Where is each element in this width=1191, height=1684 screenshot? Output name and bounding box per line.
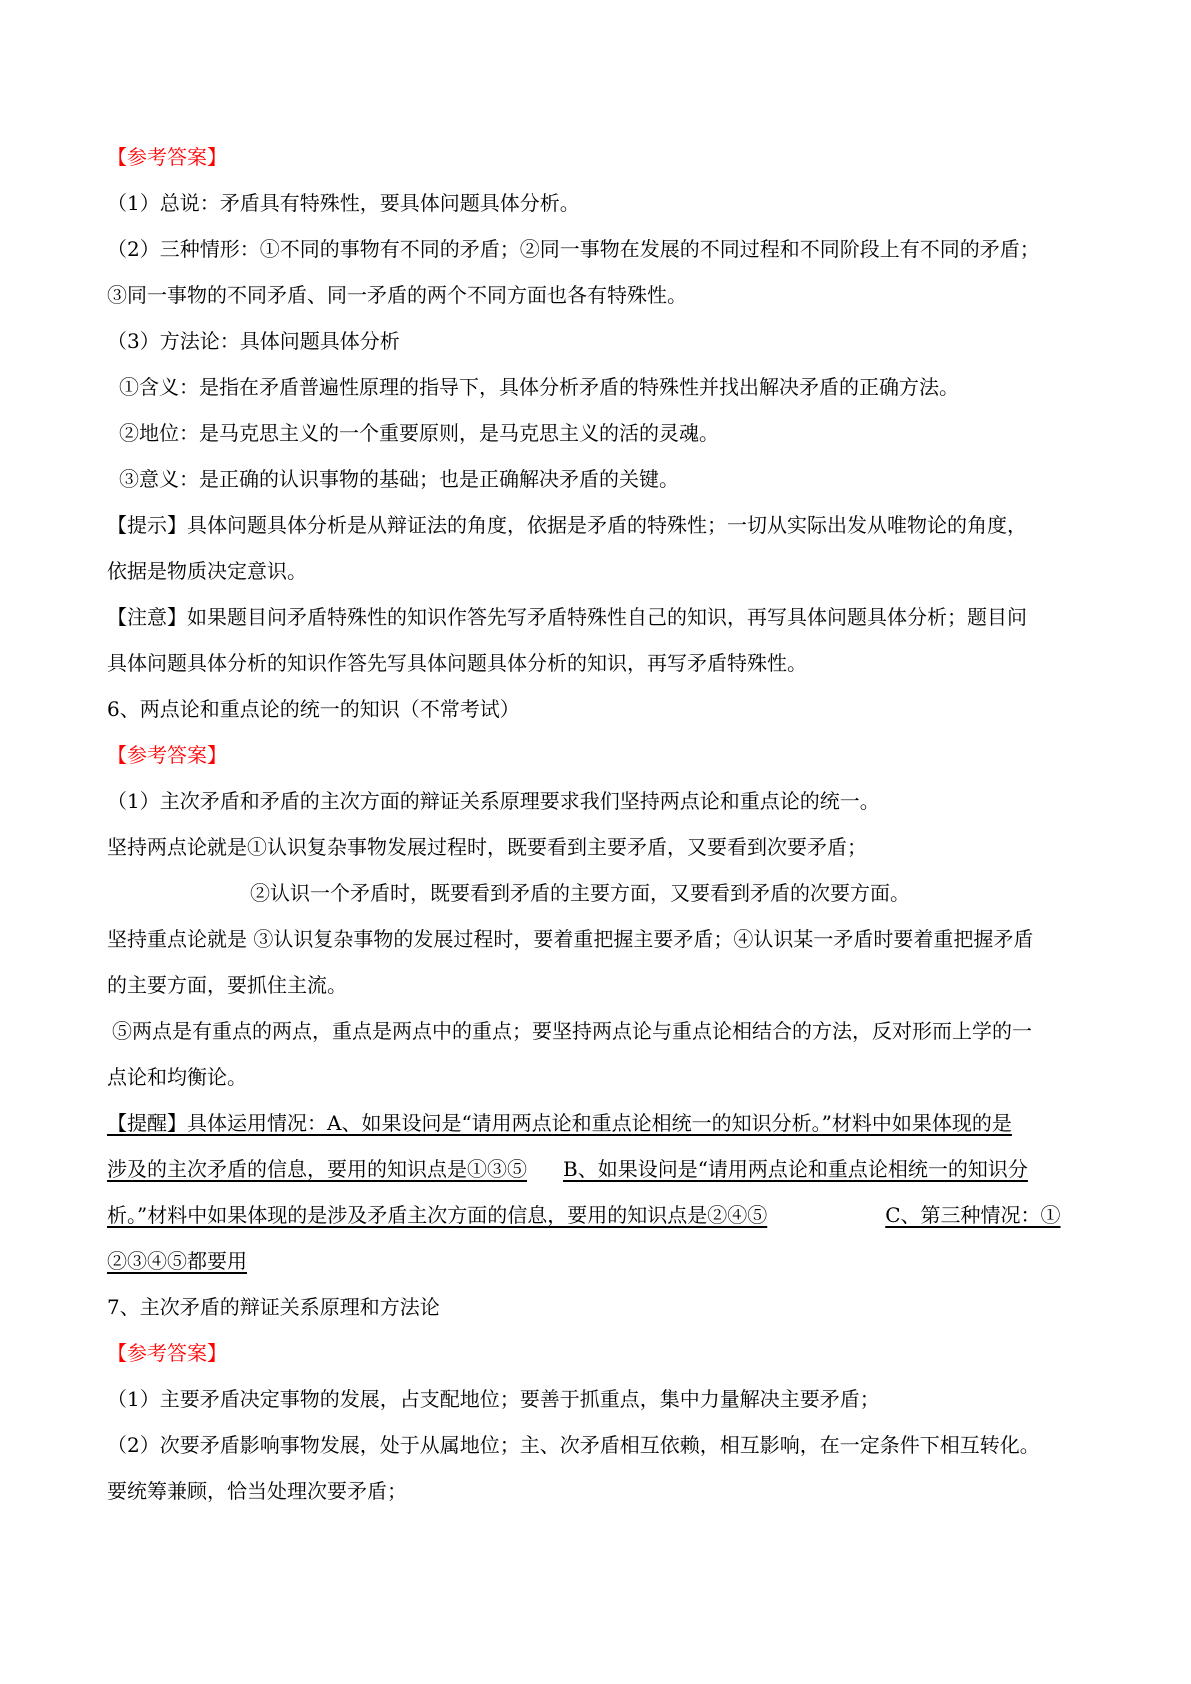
paragraph-line: ③同一事物的不同矛盾、同一矛盾的两个不同方面也各有特殊性。 xyxy=(107,283,687,307)
answer-heading: 【参考答案】 xyxy=(107,743,227,767)
paragraph-line: （2）次要矛盾影响事物发展，处于从属地位；主、次矛盾相互依赖，相互影响，在一定条件下相互转化。 xyxy=(107,1433,1040,1457)
section-title: 7、主次矛盾的辩证关系原理和方法论 xyxy=(107,1295,440,1319)
remind-line xyxy=(107,1248,1087,1274)
section-title: 6、两点论和重点论的统一的知识（不常考试） xyxy=(107,697,520,721)
paragraph-line: 的主要方面，要抓住主流。 xyxy=(107,973,347,997)
answer-heading: 【参考答案】 xyxy=(107,145,227,169)
paragraph-line: 坚持两点论就是①认识复杂事物发展过程时，既要看到主要矛盾，又要看到次要矛盾； xyxy=(107,835,867,859)
paragraph-line: （2）三种情形：①不同的事物有不同的矛盾；②同一事物在发展的不同过程和不同阶段上有不同的矛盾； xyxy=(107,237,1040,261)
note-line: 【注意】如果题目问矛盾特殊性的知识作答先写矛盾特殊性自己的知识，再写具体问题具体分析；题目问 xyxy=(107,605,1027,629)
paragraph-line: （1）主要矛盾决定事物的发展，占支配地位；要善于抓重点，集中力量解决主要矛盾； xyxy=(107,1387,880,1411)
paragraph-line: （1）总说：矛盾具有特殊性，要具体问题具体分析。 xyxy=(107,191,580,215)
remind-segment: B、如果设问是“请用两点论和重点论相统一的知识分 xyxy=(563,1157,1028,1181)
remind-line xyxy=(107,1156,1087,1182)
tip-line: 【提示】具体问题具体分析是从辩证法的角度，依据是矛盾的特殊性；一切从实际出发从唯物论的角度， xyxy=(107,513,1027,537)
remind-line: 【提醒】具体运用情况：A、如果设问是“请用两点论和重点论相统一的知识分析。”材料中如果体现的是 xyxy=(107,1111,1012,1135)
paragraph-line: 点论和均衡论。 xyxy=(107,1065,247,1089)
remind-segment: ②③④⑤都要用 xyxy=(107,1249,247,1273)
remind-segment: C、第三种情况：① xyxy=(885,1203,1061,1227)
paragraph-line: 坚持重点论就是 ③认识复杂事物的发展过程时，要着重把握主要矛盾；④认识某一矛盾时要着重把握矛盾 xyxy=(107,927,1034,951)
paragraph-line: （3）方法论：具体问题具体分析 xyxy=(107,329,400,353)
answer-heading: 【参考答案】 xyxy=(107,1341,227,1365)
note-line: 具体问题具体分析的知识作答先写具体问题具体分析的知识，再写矛盾特殊性。 xyxy=(107,651,807,675)
remind-segment: 析。”材料中如果体现的是涉及矛盾主次方面的信息，要用的知识点是②④⑤ xyxy=(107,1203,768,1227)
paragraph-line: 要统筹兼顾，恰当处理次要矛盾； xyxy=(107,1479,407,1503)
remind-segment: 涉及的主次矛盾的信息，要用的知识点是①③⑤ xyxy=(107,1157,527,1181)
paragraph-line: ⑤两点是有重点的两点，重点是两点中的重点；要坚持两点论与重点论相结合的方法，反对形而上学的一 xyxy=(112,1019,1032,1043)
paragraph-line: ②地位：是马克思主义的一个重要原则，是马克思主义的活的灵魂。 xyxy=(119,421,719,445)
paragraph-line: ③意义：是正确的认识事物的基础；也是正确解决矛盾的关键。 xyxy=(119,467,679,491)
remind-line xyxy=(107,1202,1087,1228)
paragraph-line: （1）主次矛盾和矛盾的主次方面的辩证关系原理要求我们坚持两点论和重点论的统一。 xyxy=(107,789,880,813)
tip-line: 依据是物质决定意识。 xyxy=(107,559,307,583)
paragraph-line: ②认识一个矛盾时，既要看到矛盾的主要方面，又要看到矛盾的次要方面。 xyxy=(250,881,910,905)
paragraph-line: ①含义：是指在矛盾普遍性原理的指导下，具体分析矛盾的特殊性并找出解决矛盾的正确方法。 xyxy=(119,375,959,399)
